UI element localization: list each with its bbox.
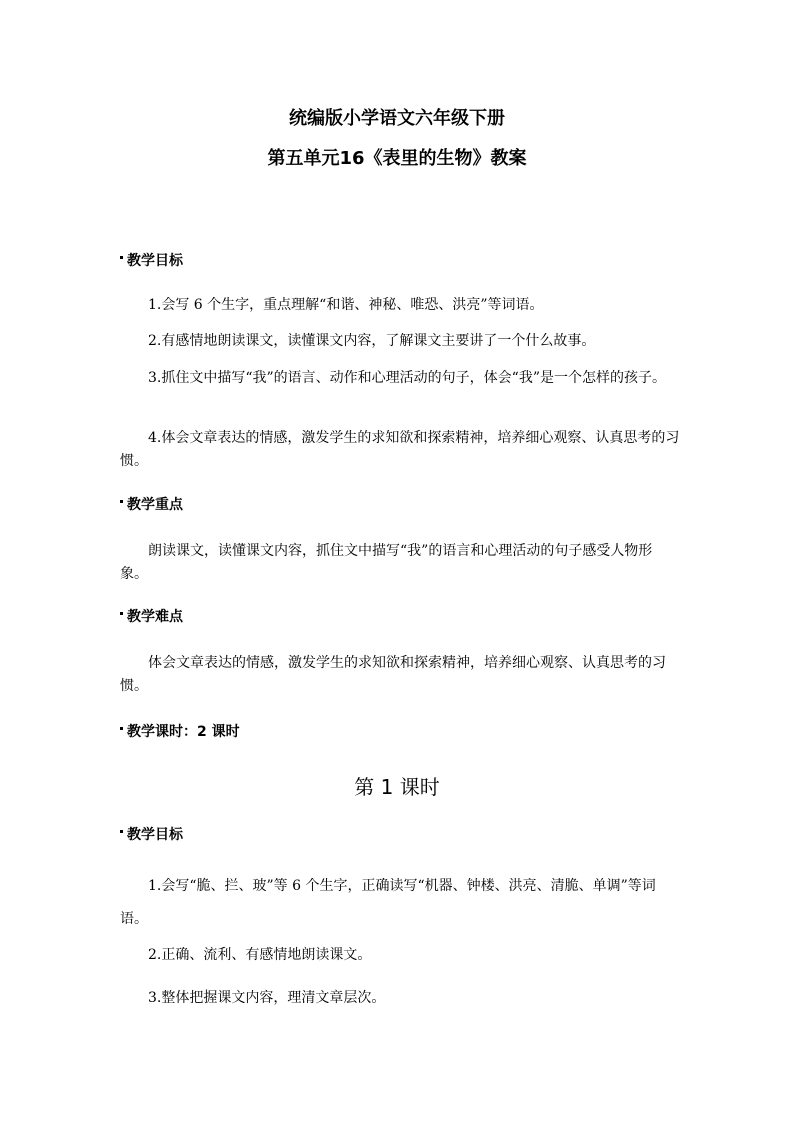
key-points-text: 朗读课文，读懂课文内容，抓住文中描写“我”的语言和心理活动的句子感受人物形象。	[120, 543, 653, 582]
lesson1-objectives-heading	[120, 826, 183, 844]
lesson1-objective-item-3: 3.整体把握课文内容，理清文章层次。	[148, 990, 386, 1006]
key-points-heading	[120, 496, 183, 514]
objective-item-1: 1.会写 6 个生字，重点理解“和谐、神秘、唯恐、洪亮”等词语。	[148, 297, 544, 313]
bullet-icon	[120, 830, 123, 833]
difficulties-heading	[120, 608, 183, 626]
lesson1-heading: 第 1 课时	[354, 775, 440, 799]
bullet-icon	[120, 256, 123, 259]
bullet-icon	[120, 727, 123, 730]
document-title-line2: 第五单元16《表里的生物》教案	[267, 148, 527, 169]
lesson1-objectives-heading-label: 教学目标	[127, 827, 183, 843]
difficulties-text: 体会文章表达的情感，激发学生的求知欲和探索精神，培养细心观察、认真思考的习惯。	[120, 655, 666, 694]
lesson1-objective-item-2: 2.正确、流利、有感情地朗读课文。	[148, 947, 372, 963]
bullet-icon	[120, 612, 123, 615]
key-points-heading-label: 教学重点	[127, 497, 183, 513]
objectives-heading	[120, 252, 183, 270]
objective-item-4: 4.体会文章表达的情感，激发学生的求知欲和探索精神，培养细心观察、认真思考的习惯。	[120, 430, 680, 469]
objectives-heading-label: 教学目标	[127, 253, 183, 269]
hours-heading	[120, 723, 240, 741]
objective-item-3: 3.抓住文中描写“我”的语言、动作和心理活动的句子，体会“我”是一个怎样的孩子。	[148, 370, 666, 386]
document-title-line1: 统编版小学语文六年级下册	[289, 108, 505, 129]
objective-item-2: 2.有感情地朗读课文，读懂课文内容，了解课文主要讲了一个什么故事。	[148, 333, 596, 349]
bullet-icon	[120, 500, 123, 503]
hours-heading-label: 教学课时：2 课时	[127, 724, 240, 740]
lesson1-objective-item-1: 1.会写“脆、拦、玻”等 6 个生字，正确读写“机器、钟楼、洪亮、清脆、单调”等词语。	[120, 878, 656, 927]
difficulties-heading-label: 教学难点	[127, 609, 183, 625]
